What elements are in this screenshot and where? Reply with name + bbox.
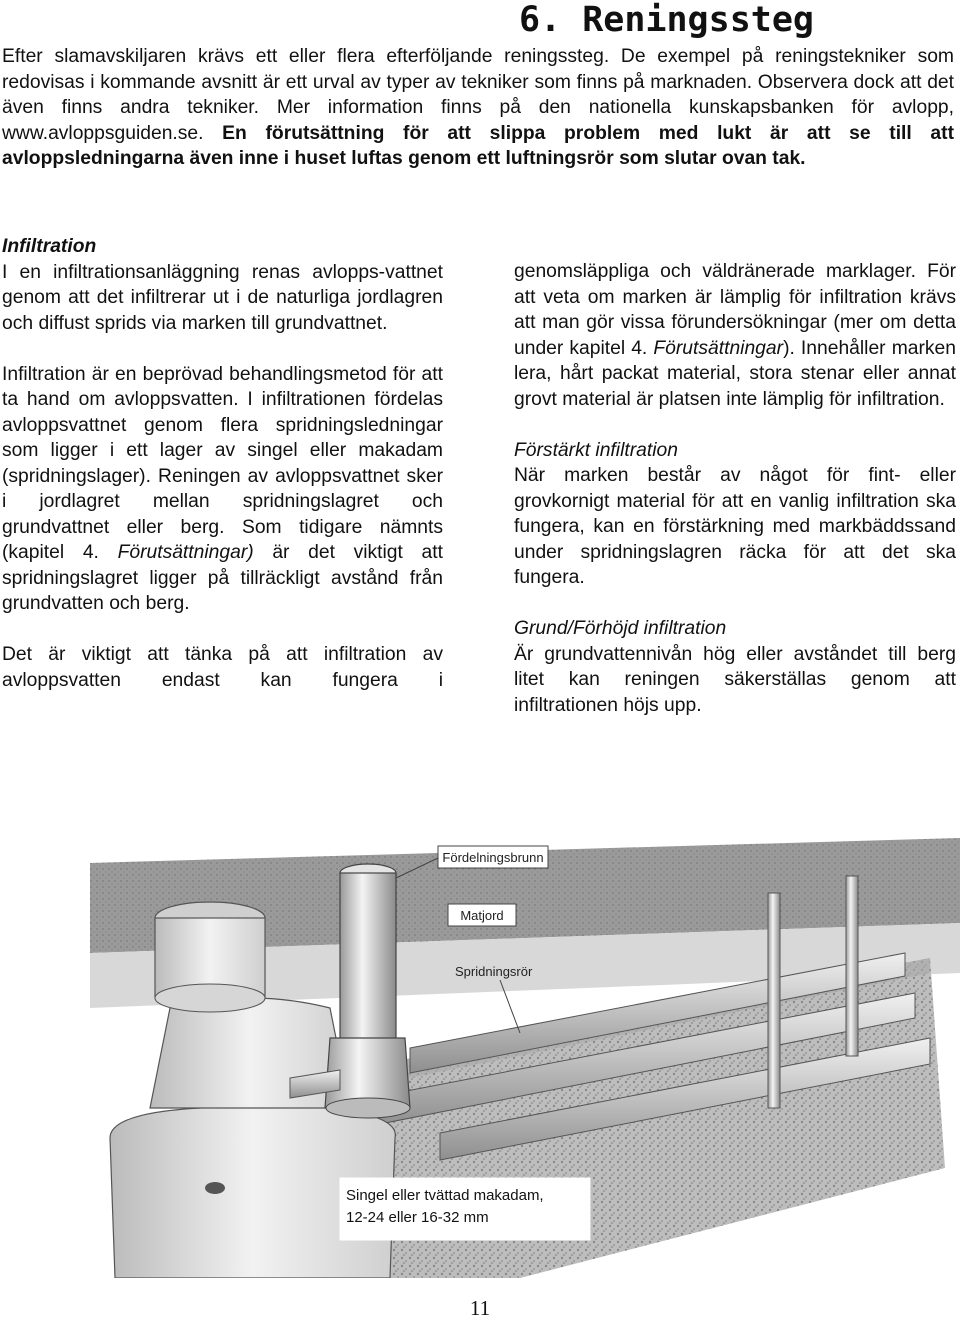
section-heading-infiltration: Infiltration <box>2 236 97 257</box>
left-paragraph-2-text-b: är det viktigt att spridningslagret ligger på tillräckligt avstånd från grundvatten och berg. <box>2 542 443 614</box>
label-topsoil: Matjord <box>460 908 504 923</box>
left-paragraph-3: Det är viktigt att tänka på att infiltration av avloppsvatten endast kan fungera i <box>2 644 443 691</box>
infiltration-illustration <box>0 808 960 1278</box>
vent-pipe-1 <box>768 893 780 1108</box>
page-number: 11 <box>469 1296 491 1320</box>
intro-paragraph <box>2 44 954 172</box>
label-gravel-line-1: Singel eller tvättad makadam, <box>346 1187 544 1204</box>
intro-bold-text: En förutsättning för att slippa problem med lukt är att se till att avloppsledningarna även inne i huset luftas genom ett luftningsrör som slutar ovan tak. <box>2 122 954 169</box>
right-paragraph-1-text-a: genomsläppliga och väldränerade marklager. För att veta om marken är lämplig för infiltration krävs att man gör vissa förundersökningar (mer om detta under kapitel 4. <box>514 261 956 359</box>
right-paragraph-3: Är grundvattennivån hög eller avståndet till berg litet kan reningen säkerställas genom att infiltrationen höjs upp. <box>514 643 956 716</box>
right-paragraph-2: När marken består av något för fint- eller grovkornigt material för att en vanlig infiltration ska fungera, kan en förstärkning med markbäddssand under spridningslagren räcka för att det ska fungera. <box>514 465 956 588</box>
left-paragraph-2 <box>2 362 443 617</box>
left-column <box>2 234 443 719</box>
intro-text: Efter slamavskiljaren krävs ett eller flera efterföljande reningssteg. De exempel på reningstekniker som redovisas i kommande avsnitt är ett urval av typer av tekniker som finns på marknaden. Observera dock att det även finns andra tekniker. Mer information finns på den nationella kunskapsbanken för avlopp, www.avloppsguiden.se. <box>2 46 954 144</box>
page-title: 6. Reningssteg <box>518 0 814 40</box>
section-heading-grund: Grund/Förhöjd infiltration <box>514 618 727 639</box>
infiltration-diagram <box>0 808 960 1278</box>
left-paragraph-2-italic: Förutsättningar) <box>117 542 254 563</box>
label-gravel-box <box>340 1178 590 1240</box>
right-column <box>514 259 956 744</box>
right-paragraph-1-text-b: ). Innehåller marken lera, hårt packat material, stora stenar eller annat grovt material är platsen inte lämplig för infiltration. <box>514 337 956 410</box>
section-heading-forstarkt: Förstärkt infiltration <box>514 439 678 461</box>
left-paragraph-1: I en infiltrationsanläggning renas avlopps-vattnet genom att det infiltrerar ut i de naturliga jordlagren och diffust sprids via marken till grundvattnet. <box>2 261 443 334</box>
label-topsoil-box <box>448 904 516 926</box>
left-paragraph-2-text-a: Infiltration är en beprövad behandlingsmetod för att ta hand om avloppsvatten. I infiltrationen fördelas avloppsvattnet genom flera spridningsledningar som ligger i ett lager av singel eller makadam (spridningslager). Reningen av avloppsvattnet sker i jordlagret mellan spridningslagret och grundvattnet eller berg. Som tidigare nämnts (kapitel 4. <box>2 363 443 563</box>
right-paragraph-1-italic: Förutsättningar <box>653 337 784 359</box>
vent-pipe-2 <box>846 876 858 1056</box>
label-spreading-pipe: Spridningsrör <box>455 964 533 979</box>
label-distribution-well: Fördelningsbrunn <box>442 850 544 865</box>
right-paragraph-1 <box>514 259 956 412</box>
label-gravel-line-2: 12-24 eller 16-32 mm <box>346 1209 489 1226</box>
